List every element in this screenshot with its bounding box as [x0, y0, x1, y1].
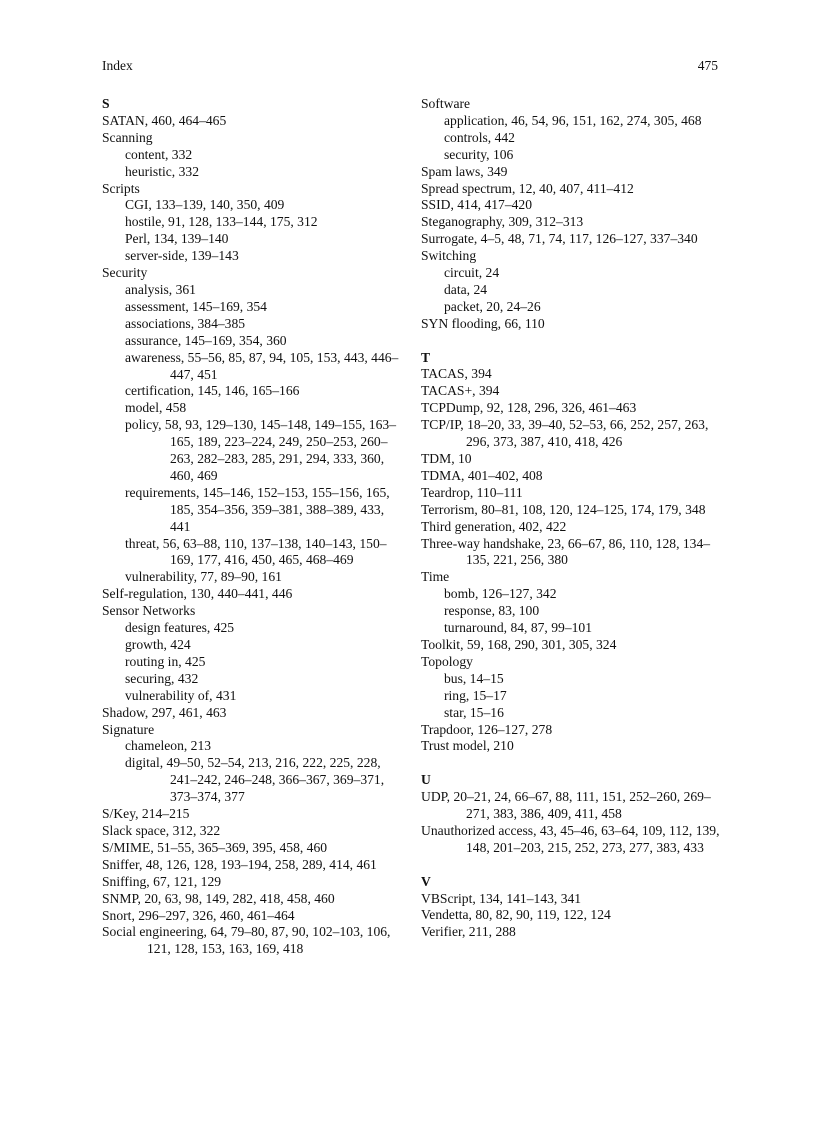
index-subentry: routing in, 425 [125, 653, 206, 669]
index-entry: Social engineering, 64, 79–80, 87, 90, 102–103, 106, 121, 128, 153, 163, 169, 418 [102, 924, 391, 957]
index-subentry: threat, 56, 63–88, 110, 137–138, 140–143, 150–169, 177, 416, 450, 465, 468–469 [125, 535, 387, 568]
index-subentry: turnaround, 84, 87, 99–101 [444, 620, 593, 636]
index-subentry: security, 106 [444, 146, 514, 162]
index-entry: Verifier, 211, 288 [421, 924, 516, 940]
index-subentry: certification, 145, 146, 165–166 [125, 383, 300, 399]
index-subentry: response, 83, 100 [444, 603, 540, 619]
index-subentry: assurance, 145–169, 354, 360 [125, 332, 287, 348]
index-subentry: application, 46, 54, 96, 151, 162, 274, 305, 468 [444, 112, 702, 128]
index-subentry: analysis, 361 [125, 281, 196, 297]
index-subentry: requirements, 145–146, 152–153, 155–156, 165, 185, 354–356, 359–381, 388–389, 433, 441 [125, 484, 390, 534]
index-entry: SNMP, 20, 63, 98, 149, 282, 418, 458, 460 [102, 890, 335, 906]
index-entry: Security [102, 265, 148, 281]
index-entry: Three-way handshake, 23, 66–67, 86, 110, 128, 134–135, 221, 256, 380 [421, 535, 711, 568]
index-entry: TCP/IP, 18–20, 33, 39–40, 52–53, 66, 252, 257, 263, 296, 373, 387, 410, 418, 426 [421, 417, 709, 450]
index-subentry: heuristic, 332 [125, 163, 199, 179]
index-letter-heading: U [421, 772, 431, 788]
index-subentry: circuit, 24 [444, 265, 500, 281]
index-entry: TACAS+, 394 [421, 383, 500, 399]
index-subentry: digital, 49–50, 52–54, 213, 216, 222, 225, 228, 241–242, 246–248, 366–367, 369–371, 373–374, 377 [125, 755, 385, 805]
running-head-title: Index [102, 58, 133, 73]
index-entry: Unauthorized access, 43, 45–46, 63–64, 109, 112, 139, 148, 201–203, 215, 252, 273, 277, 383, 433 [421, 822, 720, 855]
index-subentry: vulnerability of, 431 [125, 687, 237, 703]
index-subentry: growth, 424 [125, 637, 191, 652]
index-subentry: data, 24 [444, 281, 488, 297]
index-subentry: securing, 432 [125, 670, 199, 686]
index-letter-heading: T [421, 349, 431, 365]
index-subentry: associations, 384–385 [125, 315, 246, 331]
index-entry: TCPDump, 92, 128, 296, 326, 461–463 [421, 400, 637, 416]
index-entry: Topology [421, 653, 473, 669]
index-entry: SSID, 414, 417–420 [421, 197, 533, 213]
index-entry: Scanning [102, 129, 153, 145]
index-column-right [421, 96, 721, 941]
index-entry: S/Key, 214–215 [102, 806, 190, 822]
index-entry: Trapdoor, 126–127, 278 [421, 721, 553, 737]
index-subentry: CGI, 133–139, 140, 350, 409 [125, 197, 285, 213]
index-subentry: Perl, 134, 139–140 [125, 231, 229, 247]
index-subentry: content, 332 [125, 146, 193, 162]
page-number: 475 [697, 58, 718, 73]
index-subentry: assessment, 145–169, 354 [125, 298, 267, 314]
index-entry: Sniffer, 48, 126, 128, 193–194, 258, 289, 414, 461 [102, 856, 377, 872]
letter-gap [421, 857, 721, 874]
index-letter-heading: V [421, 873, 431, 889]
index-subentry: packet, 20, 24–26 [444, 298, 541, 314]
index-entry: Surrogate, 4–5, 48, 71, 74, 117, 126–127, 337–340 [421, 231, 698, 247]
index-subentry: server-side, 139–143 [125, 248, 239, 264]
index-entry: S/MIME, 51–55, 365–369, 395, 458, 460 [102, 839, 328, 855]
index-subentry: design features, 425 [125, 620, 235, 636]
index-entry: Signature [102, 721, 155, 737]
index-entry: TDMA, 401–402, 408 [421, 467, 543, 483]
index-entry: Self-regulation, 130, 440–441, 446 [102, 586, 293, 602]
index-entry: Software [421, 96, 471, 111]
index-entry: SYN flooding, 66, 110 [421, 315, 545, 331]
running-head [102, 58, 718, 76]
index-subentry: star, 15–16 [444, 704, 504, 720]
index-entry: Spam laws, 349 [421, 163, 508, 179]
index-entry: Vendetta, 80, 82, 90, 119, 122, 124 [421, 907, 611, 923]
index-entry: Third generation, 402, 422 [421, 518, 567, 534]
index-entry: Scripts [102, 180, 140, 196]
index-entry: VBScript, 134, 141–143, 341 [421, 890, 582, 906]
index-subentry: policy, 58, 93, 129–130, 145–148, 149–155, 163–165, 189, 223–224, 249, 250–253, 260–263, 282–283, 285, 291, 294, 333, 360, 460, 469 [125, 417, 396, 483]
index-entry: Terrorism, 80–81, 108, 120, 124–125, 174, 179, 348 [421, 501, 706, 517]
index-entry: Teardrop, 110–111 [421, 484, 523, 500]
index-subentry: vulnerability, 77, 89–90, 161 [125, 569, 282, 585]
index-entry: UDP, 20–21, 24, 66–67, 88, 111, 151, 252–260, 269–271, 383, 386, 409, 411, 458 [421, 789, 711, 822]
index-entry: TACAS, 394 [421, 366, 492, 382]
index-subentry: model, 458 [125, 400, 187, 416]
index-subentry: hostile, 91, 128, 133–144, 175, 312 [125, 214, 318, 230]
index-entry: Steganography, 309, 312–313 [421, 214, 584, 230]
index-entry: TDM, 10 [421, 451, 472, 467]
index-entry: Spread spectrum, 12, 40, 407, 411–412 [421, 180, 634, 196]
index-entry: Time [421, 569, 450, 585]
letter-gap [421, 755, 721, 772]
index-subentry: bus, 14–15 [444, 670, 504, 686]
index-entry: Sniffing, 67, 121, 129 [102, 873, 222, 889]
index-subentry: bomb, 126–127, 342 [444, 586, 557, 602]
index-letter-heading: S [102, 96, 110, 111]
index-subentry: ring, 15–17 [444, 687, 507, 703]
index-entry: SATAN, 460, 464–465 [102, 112, 227, 128]
index-entry: Switching [421, 248, 477, 264]
index-entry: Trust model, 210 [421, 738, 514, 754]
index-entry: Snort, 296–297, 326, 460, 461–464 [102, 907, 295, 923]
index-subentry: controls, 442 [444, 129, 515, 145]
index-entry: Shadow, 297, 461, 463 [102, 704, 227, 720]
index-entry: Toolkit, 59, 168, 290, 301, 305, 324 [421, 636, 617, 652]
index-entry: Slack space, 312, 322 [102, 822, 221, 838]
letter-gap [421, 333, 721, 350]
index-subentry: awareness, 55–56, 85, 87, 94, 105, 153, 443, 446–447, 451 [125, 349, 399, 382]
index-column-left [102, 96, 402, 958]
index-subentry: chameleon, 213 [125, 738, 212, 754]
index-entry: Sensor Networks [102, 603, 196, 619]
